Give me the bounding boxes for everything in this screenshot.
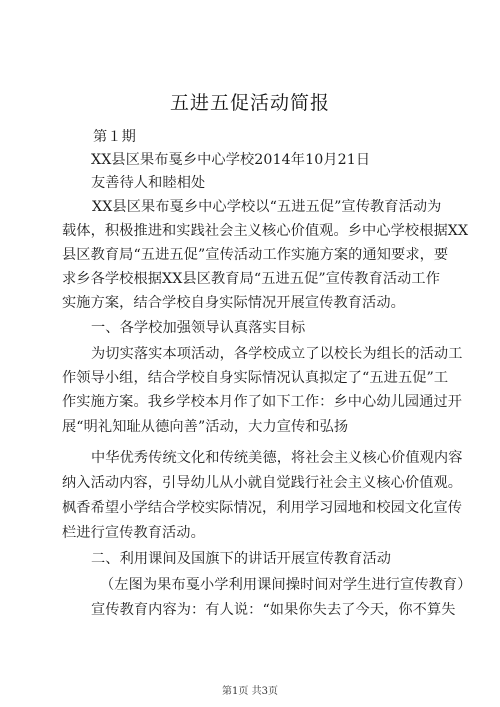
paragraph-line: XX县区果布戛乡中心学校以“五进五促”宣传教育活动为	[92, 199, 442, 215]
paragraph-line: 为切实落实本项活动，各学校成立了以校长为组长的活动工	[91, 346, 463, 362]
section-heading: 一、各学校加强领导认真落实目标	[91, 320, 306, 336]
paragraph-line: 载体，积极推进和实践社会主义核心价值观。乡中心学校根据XX	[62, 223, 469, 239]
page-footer: 第1页 共3页	[222, 686, 278, 697]
paragraph-line: 栏进行宣传教育活动。	[62, 525, 205, 541]
paragraph-line: 纳入活动内容，引导幼儿从小就自觉践行社会主义核心价值观。	[62, 475, 463, 491]
paragraph-line: 中华优秀传统文化和传统美德，将社会主义核心价值观内容	[91, 450, 463, 466]
section-heading: 友善待人和睦相处	[91, 175, 206, 191]
issue-number: 第１期	[93, 129, 136, 145]
paragraph-line: 实施方案，结合学校自身实际情况开展宣传教育活动。	[62, 295, 405, 311]
image-caption: （左图为果布戛小学利用课间操时间对学生进行宣传教育）	[100, 577, 472, 593]
section-heading: 二、利用课间及国旗下的讲话开展宣传教育活动	[91, 551, 392, 567]
dateline: XX县区果布戛乡中心学校2014年10月21日	[91, 152, 371, 168]
paragraph-line: 县区教育局“五进五促”宣传活动工作实施方案的通知要求，要	[62, 247, 449, 263]
paragraph-line: 宣传教育内容为：有人说：“如果你失去了今天，你不算失	[91, 602, 456, 618]
paragraph-line: 作领导小组，结合学校自身实际情况认真拟定了“五进五促”工	[62, 370, 449, 386]
paragraph-line: 展“明礼知耻从德向善”活动，大力宣传和弘扬	[62, 419, 349, 435]
paragraph-line: 枫香希望小学结合学校实际情况，利用学习园地和校园文化宣传	[62, 500, 463, 516]
document-title: 五进五促活动简报	[169, 92, 330, 114]
paragraph-line: 求乡各学校根据XX县区教育局“五进五促”宣传教育活动工作	[62, 271, 441, 287]
paragraph-line: 作实施方案。我乡学校本月作了如下工作：乡中心幼儿园通过开	[62, 394, 463, 410]
